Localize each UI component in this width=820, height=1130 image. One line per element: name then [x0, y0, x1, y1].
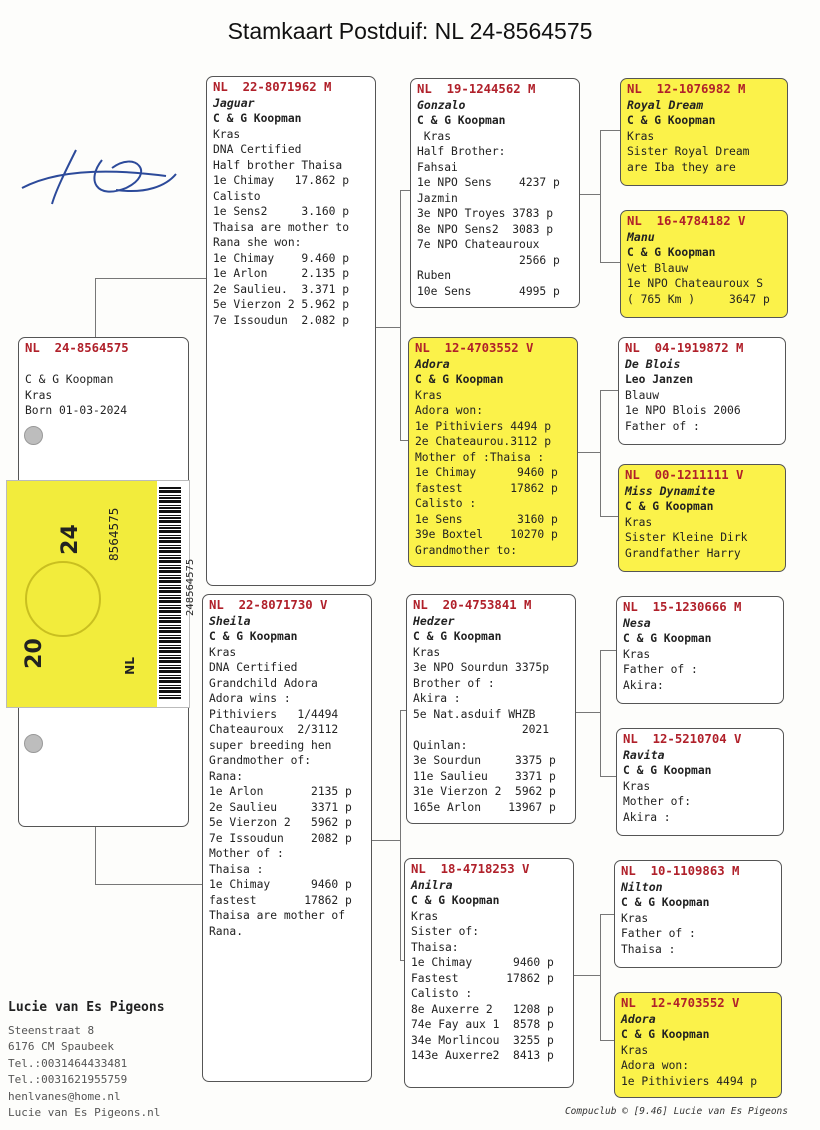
card-line: 2e Saulieu. 3.371 p: [213, 282, 350, 296]
card-line: 34e Morlincou 3255 p: [411, 1033, 554, 1047]
connector-line: [600, 914, 614, 915]
ring-number: NL 22-8071962 M: [213, 80, 332, 94]
page-title: Stamkaart Postduif: NL 24-8564575: [227, 18, 593, 44]
breeder-name: Lucie van Es Pigeons: [8, 1000, 165, 1015]
card-line: 7e Issoudun 2082 p: [209, 831, 352, 845]
card-line: 2e Chateaurou.3112 p: [415, 435, 552, 448]
connector-line: [400, 190, 401, 440]
card-line: DNA Certified: [213, 143, 302, 156]
breeder-name: C & G Koopman: [621, 1028, 710, 1041]
card-line: Fahsai: [417, 160, 458, 174]
card-line: Father of :: [623, 663, 698, 676]
card-line: Kras: [417, 129, 452, 143]
card-line: 1e Chimay 9460 p: [411, 956, 554, 969]
card-line: Quinlan:: [413, 738, 468, 752]
card-line: 3e Sourdun 3375 p: [413, 754, 556, 767]
connector-line: [580, 194, 600, 195]
card-line: Adora wins :: [209, 692, 291, 705]
breeder-name: C & G Koopman: [213, 112, 302, 125]
card-line: 3e NPO Sourdun 3375p: [413, 661, 550, 674]
card-line: 1e Chimay 9460 p: [209, 878, 352, 891]
card-line: 1e NPO Blois 2006: [625, 404, 741, 417]
card-line: C & G Koopman: [25, 373, 114, 386]
card-line: 1e Sens2 3.160 p: [213, 205, 350, 218]
pedigree-card-sds[interactable]: [618, 337, 786, 445]
card-line: 1e Chimay 9460 p: [415, 466, 558, 479]
card-line: Thaisa:: [411, 940, 459, 954]
pedigree-card-sdd[interactable]: [618, 464, 786, 572]
card-line: Kras: [627, 129, 655, 143]
card-line: Kras: [623, 647, 651, 661]
breeder-name: C & G Koopman: [413, 630, 502, 643]
pedigree-card-dss[interactable]: [616, 596, 784, 704]
card-line: Kras: [621, 1043, 649, 1057]
card-line: Jazmin: [417, 191, 458, 205]
card-line: 2e Saulieu 3371 p: [209, 800, 352, 814]
card-line: Kras: [621, 911, 649, 925]
card-line: Sister Kleine Dirk: [625, 531, 748, 544]
card-line: Calisto :: [411, 987, 473, 1000]
card-line: 165e Arlon 13967 p: [413, 800, 556, 814]
card-line: Adora won:: [621, 1059, 690, 1072]
contact-line: Tel.:0031464433481: [8, 1056, 128, 1070]
card-line: Rana she won:: [213, 236, 302, 249]
connector-line: [600, 516, 618, 517]
card-line: 74e Fay aux 1 8578 p: [411, 1018, 554, 1031]
ring-logo-icon: [25, 561, 101, 637]
card-line: 7e Issoudun 2.082 p: [213, 313, 350, 327]
card-line: 7e NPO Chateauroux: [417, 238, 540, 251]
pigeon-name: Adora: [621, 1011, 656, 1026]
pigeon-name: Ravita: [623, 747, 665, 762]
card-line: Father of :: [621, 927, 696, 940]
pigeon-name: Nesa: [623, 615, 651, 630]
ring-card-number: 8564575: [107, 507, 121, 561]
connector-line: [600, 650, 616, 651]
connector-line: [600, 130, 601, 262]
ring-number: NL 12-5210704 V: [623, 732, 742, 746]
pigeon-name: Adora: [415, 356, 450, 371]
card-line: Pithiviers 1/4494: [209, 707, 339, 721]
card-line: 1e Chimay 17.862 p: [213, 174, 350, 187]
pedigree-card-dds[interactable]: [614, 860, 782, 968]
card-line: Kras: [411, 909, 439, 923]
card-line: 1e NPO Chateauroux S: [627, 277, 764, 290]
connector-line: [95, 278, 96, 338]
card-line: Grandchild Adora: [209, 676, 318, 690]
ring-number: NL 16-4784182 V: [627, 214, 746, 228]
ring-number: NL 12-4703552 V: [621, 996, 740, 1010]
connector-line: [600, 390, 601, 516]
card-line: ( 765 Km ) 3647 p: [627, 292, 770, 306]
card-line: Grandfather Harry: [625, 546, 741, 560]
signature-scribble: [16, 130, 186, 210]
ring-number: NL 22-8071730 V: [209, 598, 328, 612]
card-line: Thaisa :: [621, 942, 676, 956]
card-line: Father of :: [625, 419, 700, 433]
card-line: Chateauroux 2/3112: [209, 723, 339, 736]
pigeon-name: Sheila: [209, 613, 251, 628]
pigeon-name: Jaguar: [213, 95, 255, 110]
card-line: 143e Auxerre2 8413 p: [411, 1049, 554, 1062]
breeder-name: C & G Koopman: [621, 896, 710, 909]
card-line: 5e Nat.asduif WHZB: [413, 707, 536, 721]
software-credit: Compuclub © [9.46] Lucie van Es Pigeons: [564, 1106, 788, 1117]
card-line: Kras: [625, 515, 653, 529]
pigeon-name: Anilra: [411, 877, 453, 892]
card-line: Half Brother:: [417, 145, 506, 158]
card-line: Thaisa are mother to: [213, 220, 350, 234]
card-line: Mother of :: [209, 847, 284, 860]
breeder-name: C & G Koopman: [411, 894, 500, 907]
connector-line: [600, 390, 618, 391]
card-line: Calisto: [213, 189, 261, 203]
card-line: Sister Royal Dream: [627, 145, 750, 158]
card-line: Kras: [25, 388, 53, 402]
card-line: Kras: [415, 388, 443, 402]
breeder-name: C & G Koopman: [415, 373, 504, 386]
card-line: 11e Saulieu 3371 p: [413, 769, 556, 783]
ring-number: NL 18-4718253 V: [411, 862, 530, 876]
contact-line: 6176 CM Spaubeek: [8, 1040, 114, 1053]
connector-line: [578, 452, 600, 453]
card-line: Born 01-03-2024: [25, 404, 128, 417]
connector-line: [600, 262, 620, 263]
ring-number: NL 10-1109863 M: [621, 864, 740, 878]
card-line: Kras: [209, 645, 237, 659]
card-line: Calisto :: [415, 497, 477, 510]
pedigree-card-sss[interactable]: [620, 78, 788, 186]
connector-line: [576, 712, 600, 713]
breeder-name: C & G Koopman: [623, 632, 712, 645]
pigeon-name: Hedzer: [413, 613, 455, 628]
connector-line: [376, 327, 400, 328]
contact-line: henlvanes@home.nl: [8, 1089, 121, 1103]
pedigree-card-dam[interactable]: [202, 594, 372, 1082]
pigeon-name: Miss Dynamite: [625, 483, 716, 498]
card-line: Akira :: [413, 692, 461, 705]
connector-line: [600, 1040, 614, 1041]
pedigree-card-sire[interactable]: [206, 76, 376, 586]
card-line: 3e NPO Troyes 3783 p: [417, 207, 554, 220]
pedigree-card-ssd[interactable]: [620, 210, 788, 318]
ring-number: NL 12-4703552 V: [415, 341, 534, 355]
breeder-name: C & G Koopman: [625, 500, 714, 513]
barcode-number: 248564575: [185, 558, 196, 616]
pigeon-name: Gonzalo: [417, 97, 466, 112]
card-line: 1e NPO Sens 4237 p: [417, 176, 560, 189]
card-line: 1e Pithiviers 4494 p: [415, 419, 552, 433]
connector-line: [95, 884, 203, 885]
connector-line: [400, 710, 401, 960]
card-line: Ruben: [417, 269, 452, 282]
pedigree-card-sire-dam[interactable]: [408, 337, 578, 567]
card-line: 39e Boxtel 10270 p: [415, 528, 558, 541]
connector-line: [372, 840, 400, 841]
card-line: are Iba they are: [627, 160, 736, 174]
pedigree-card-sire-sire[interactable]: [410, 78, 580, 308]
card-line: Sister of:: [411, 925, 480, 938]
connector-line: [400, 190, 410, 191]
card-line: Thaisa :: [209, 862, 264, 876]
card-line: 1e Sens 3160 p: [415, 512, 558, 526]
ring-certificate-card: [6, 480, 196, 708]
ring-number: NL 04-1919872 M: [625, 341, 744, 355]
card-line: 1e Chimay 9.460 p: [213, 251, 350, 265]
pedigree-card-dam-dam[interactable]: [404, 858, 574, 1088]
breeder-contact: [8, 1000, 165, 1122]
card-line: Adora won:: [415, 404, 484, 417]
card-line: Kras: [213, 127, 241, 141]
pigeon-name: Royal Dream: [627, 97, 704, 112]
card-line: Grandmother of:: [209, 754, 312, 767]
card-line: super breeding hen: [209, 738, 332, 752]
card-line: 5e Vierzon 2 5962 p: [209, 816, 352, 829]
breeder-name: C & G Koopman: [623, 764, 712, 777]
breeder-name: C & G Koopman: [627, 114, 716, 127]
card-line: Vet Blauw: [627, 261, 689, 275]
ring-number: NL 20-4753841 M: [413, 598, 532, 612]
card-line: Thaisa are mother of: [209, 909, 346, 922]
ring-number: NL 12-1076982 M: [627, 82, 746, 96]
pedigree-card-dam-sire[interactable]: [406, 594, 576, 824]
breeder-name: C & G Koopman: [417, 114, 506, 127]
breeder-name: C & G Koopman: [627, 246, 716, 259]
ring-number: NL 24-8564575: [25, 341, 129, 355]
card-line: Rana:: [209, 769, 244, 783]
contact-line: Steenstraat 8: [8, 1023, 95, 1037]
card-line: 31e Vierzon 2 5962 p: [413, 785, 556, 798]
breeder-name: C & G Koopman: [209, 630, 298, 643]
card-line: 1e Pithiviers 4494 p: [621, 1074, 758, 1088]
ring-number: NL 19-1244562 M: [417, 82, 536, 96]
card-line: Akira :: [623, 810, 671, 824]
card-line: fastest 17862 p: [415, 481, 558, 495]
card-line: Mother of :Thaisa :: [415, 450, 545, 464]
card-line: Brother of :: [413, 676, 495, 690]
connector-line: [600, 914, 601, 1040]
card-line: Fastest 17862 p: [411, 971, 554, 985]
contact-line: Tel.:0031621955759: [8, 1073, 128, 1086]
ring-card-year-bottom: 20: [21, 638, 47, 669]
ring-number: NL 00-1211111 V: [625, 468, 744, 482]
card-line: 8e Auxerre 2 1208 p: [411, 1002, 554, 1016]
connector-line: [600, 776, 616, 777]
breeder-name: Leo Janzen: [625, 373, 694, 386]
pigeon-name: Nilton: [621, 879, 663, 894]
card-line: fastest 17862 p: [209, 893, 352, 907]
card-line: Blauw: [625, 388, 660, 402]
card-line: [25, 357, 182, 373]
contact-line: Lucie van Es Pigeons.nl: [8, 1106, 161, 1119]
card-line: Half brother Thaisa: [213, 158, 343, 172]
connector-line: [95, 278, 207, 279]
connector-line: [600, 130, 620, 131]
pedigree-card-dsd[interactable]: [616, 728, 784, 836]
card-line: 8e NPO Sens2 3083 p: [417, 222, 554, 236]
card-line: Grandmother to:: [415, 543, 518, 557]
pedigree-card-ddd[interactable]: [614, 992, 782, 1098]
connector-line: [95, 826, 96, 884]
card-line: 5e Vierzon 2 5.962 p: [213, 298, 350, 311]
card-line: Mother of:: [623, 795, 692, 808]
card-line: 10e Sens 4995 p: [417, 284, 560, 298]
pigeon-name: Manu: [627, 229, 655, 244]
card-line: Akira:: [623, 678, 664, 692]
ring-number: NL 15-1230666 M: [623, 600, 742, 614]
card-line: 2566 p: [417, 253, 560, 267]
card-line: Kras: [413, 645, 441, 659]
barcode-icon: [159, 487, 181, 699]
pigeon-name: De Blois: [625, 356, 681, 371]
ring-card-year-top: 24: [57, 524, 83, 555]
punch-hole: [24, 734, 43, 753]
card-line: Rana.: [209, 924, 244, 938]
punch-hole: [24, 426, 43, 445]
card-line: Kras: [623, 779, 651, 793]
card-line: 1e Arlon 2.135 p: [213, 267, 350, 280]
card-line: 1e Arlon 2135 p: [209, 785, 352, 798]
card-line: DNA Certified: [209, 661, 298, 674]
connector-line: [600, 650, 601, 776]
ring-card-country: NL: [122, 657, 137, 675]
connector-line: [574, 975, 600, 976]
card-line: 2021: [413, 723, 550, 736]
